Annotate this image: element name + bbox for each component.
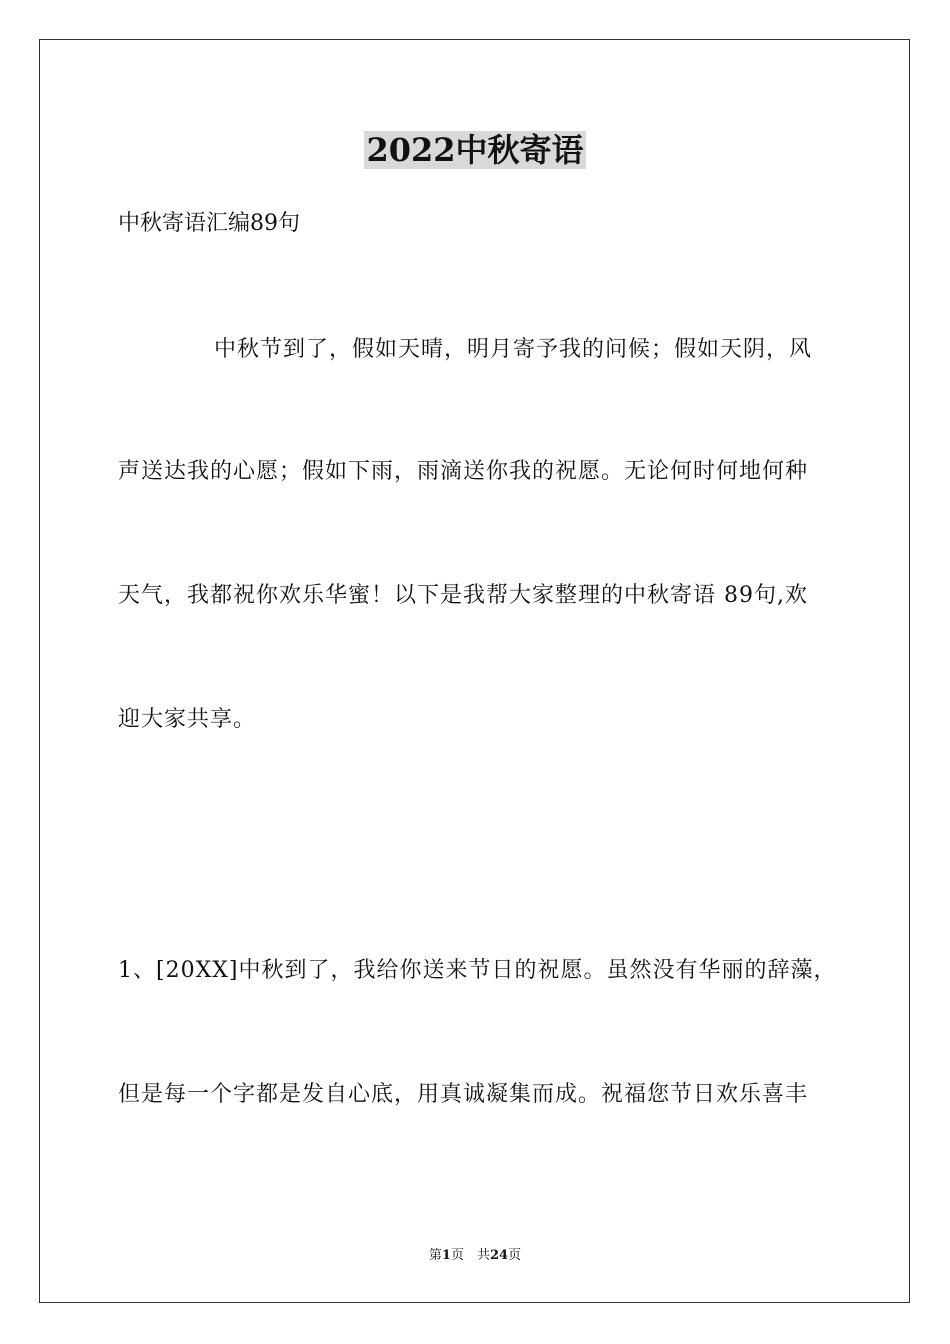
footer-page-prefix: 第 bbox=[428, 1248, 442, 1263]
paragraph-line-2: 声送达我的心愿；假如下雨，雨滴送你我的祝愿。无论何时何地何种 bbox=[118, 459, 809, 484]
document-title-text: 2022中秋寄语 bbox=[366, 131, 584, 169]
paragraph-line-4: 迎大家共享。 bbox=[118, 707, 257, 732]
document-title bbox=[0, 128, 950, 172]
footer-page-total: 24 bbox=[489, 1248, 509, 1263]
document-subtitle: 中秋寄语汇编89句 bbox=[118, 211, 300, 236]
page-footer bbox=[0, 1246, 950, 1266]
paragraph-line-3: 天气，我都祝你欢乐华蜜！以下是我帮大家整理的中秋寄语 89句,欢 bbox=[118, 583, 808, 608]
footer-page-suffix: 页 bbox=[508, 1248, 522, 1263]
paragraph-line-5: 1、[20XX]中秋到了，我给你送来节日的祝愿。虽然没有华丽的辞藻， bbox=[118, 958, 837, 983]
footer-page-number: 1 bbox=[441, 1248, 451, 1263]
paragraph-line-6: 但是每一个字都是发自心底，用真诚凝集而成。祝福您节日欢乐喜丰 bbox=[118, 1082, 809, 1107]
footer-page-mid: 页 共 bbox=[450, 1248, 490, 1263]
paragraph-line-1: 中秋节到了，假如天晴，明月寄予我的问候；假如天阴，风 bbox=[214, 337, 813, 362]
